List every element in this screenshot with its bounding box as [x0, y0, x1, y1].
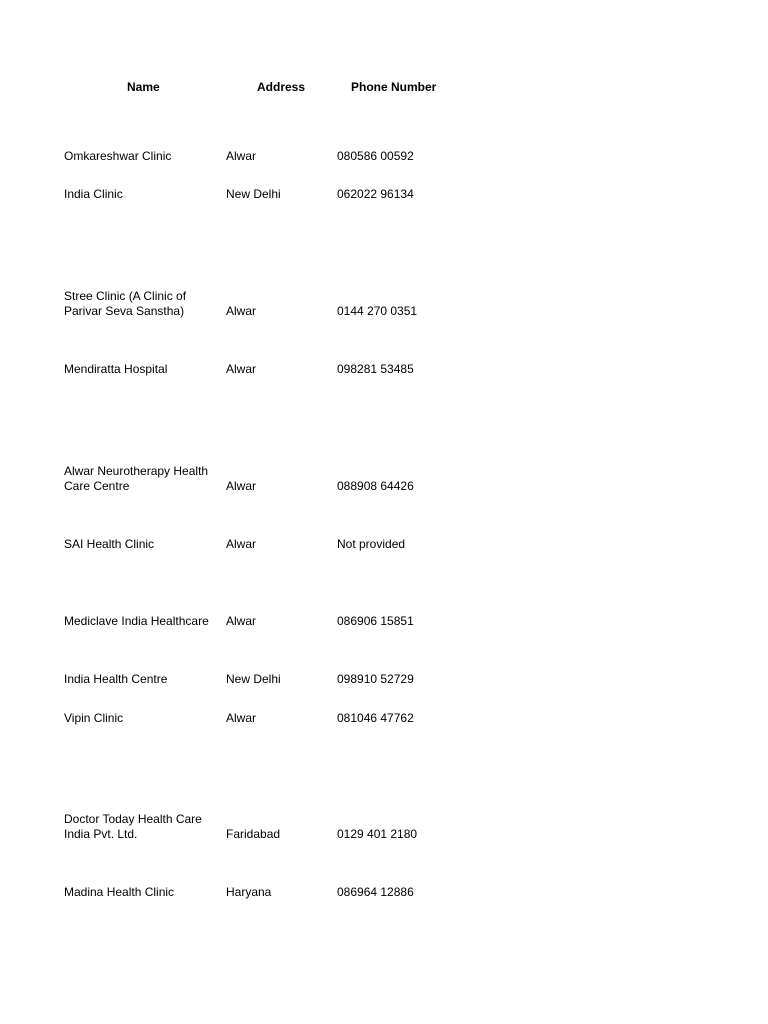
- clinic-name: Vipin Clinic: [64, 711, 124, 725]
- clinic-address: Alwar: [226, 304, 257, 318]
- clinic-phone: 080586 00592: [337, 149, 414, 163]
- header-address: Address: [257, 80, 306, 94]
- table-row: [0, 884, 768, 900]
- clinic-phone: 081046 47762: [337, 711, 414, 725]
- clinic-phone: 086964 12886: [337, 885, 414, 899]
- clinic-phone: 062022 96134: [337, 187, 414, 201]
- clinic-name: Stree Clinic (A Clinic of Parivar Seva Sanstha): [64, 289, 187, 318]
- table-header: [0, 80, 768, 96]
- clinic-address: Alwar: [226, 711, 257, 725]
- clinic-phone: 0144 270 0351: [337, 304, 418, 318]
- clinic-address: Faridabad: [226, 827, 281, 841]
- clinic-phone: 098281 53485: [337, 362, 414, 376]
- clinic-address: New Delhi: [226, 187, 281, 201]
- clinic-name: Alwar Neurotherapy Health Care Centre: [64, 464, 209, 493]
- clinic-address: Haryana: [226, 885, 272, 899]
- header-phone-number: Phone Number: [351, 80, 437, 94]
- clinic-phone: Not provided: [337, 537, 406, 551]
- clinic-name: Doctor Today Health Care India Pvt. Ltd.: [64, 812, 202, 841]
- clinic-name: Mendiratta Hospital: [64, 362, 168, 376]
- clinic-name: Omkareshwar Clinic: [64, 149, 172, 163]
- clinic-address: Alwar: [226, 614, 257, 628]
- header-name: Name: [127, 80, 160, 94]
- clinic-address: Alwar: [226, 479, 257, 493]
- table-row: [0, 710, 768, 726]
- clinic-name: India Health Centre: [64, 672, 168, 686]
- clinic-phone: 098910 52729: [337, 672, 414, 686]
- clinic-address: New Delhi: [226, 672, 281, 686]
- clinic-name: SAI Health Clinic: [64, 537, 155, 551]
- clinic-name: Mediclave India Healthcare: [64, 614, 209, 628]
- table-row: [0, 186, 768, 202]
- table-row: [0, 148, 768, 164]
- clinic-phone: 086906 15851: [337, 614, 414, 628]
- clinic-address: Alwar: [226, 149, 257, 163]
- table-row: [0, 811, 768, 842]
- table-row: [0, 613, 768, 629]
- clinic-name: Madina Health Clinic: [64, 885, 175, 899]
- clinic-phone: 088908 64426: [337, 479, 414, 493]
- table-row: [0, 361, 768, 377]
- table-row: [0, 536, 768, 552]
- clinic-address: Alwar: [226, 537, 257, 551]
- table-row: [0, 671, 768, 687]
- clinic-name: India Clinic: [64, 187, 123, 201]
- clinic-phone: 0129 401 2180: [337, 827, 418, 841]
- table-row: [0, 288, 768, 319]
- table-row: [0, 463, 768, 494]
- clinic-address: Alwar: [226, 362, 257, 376]
